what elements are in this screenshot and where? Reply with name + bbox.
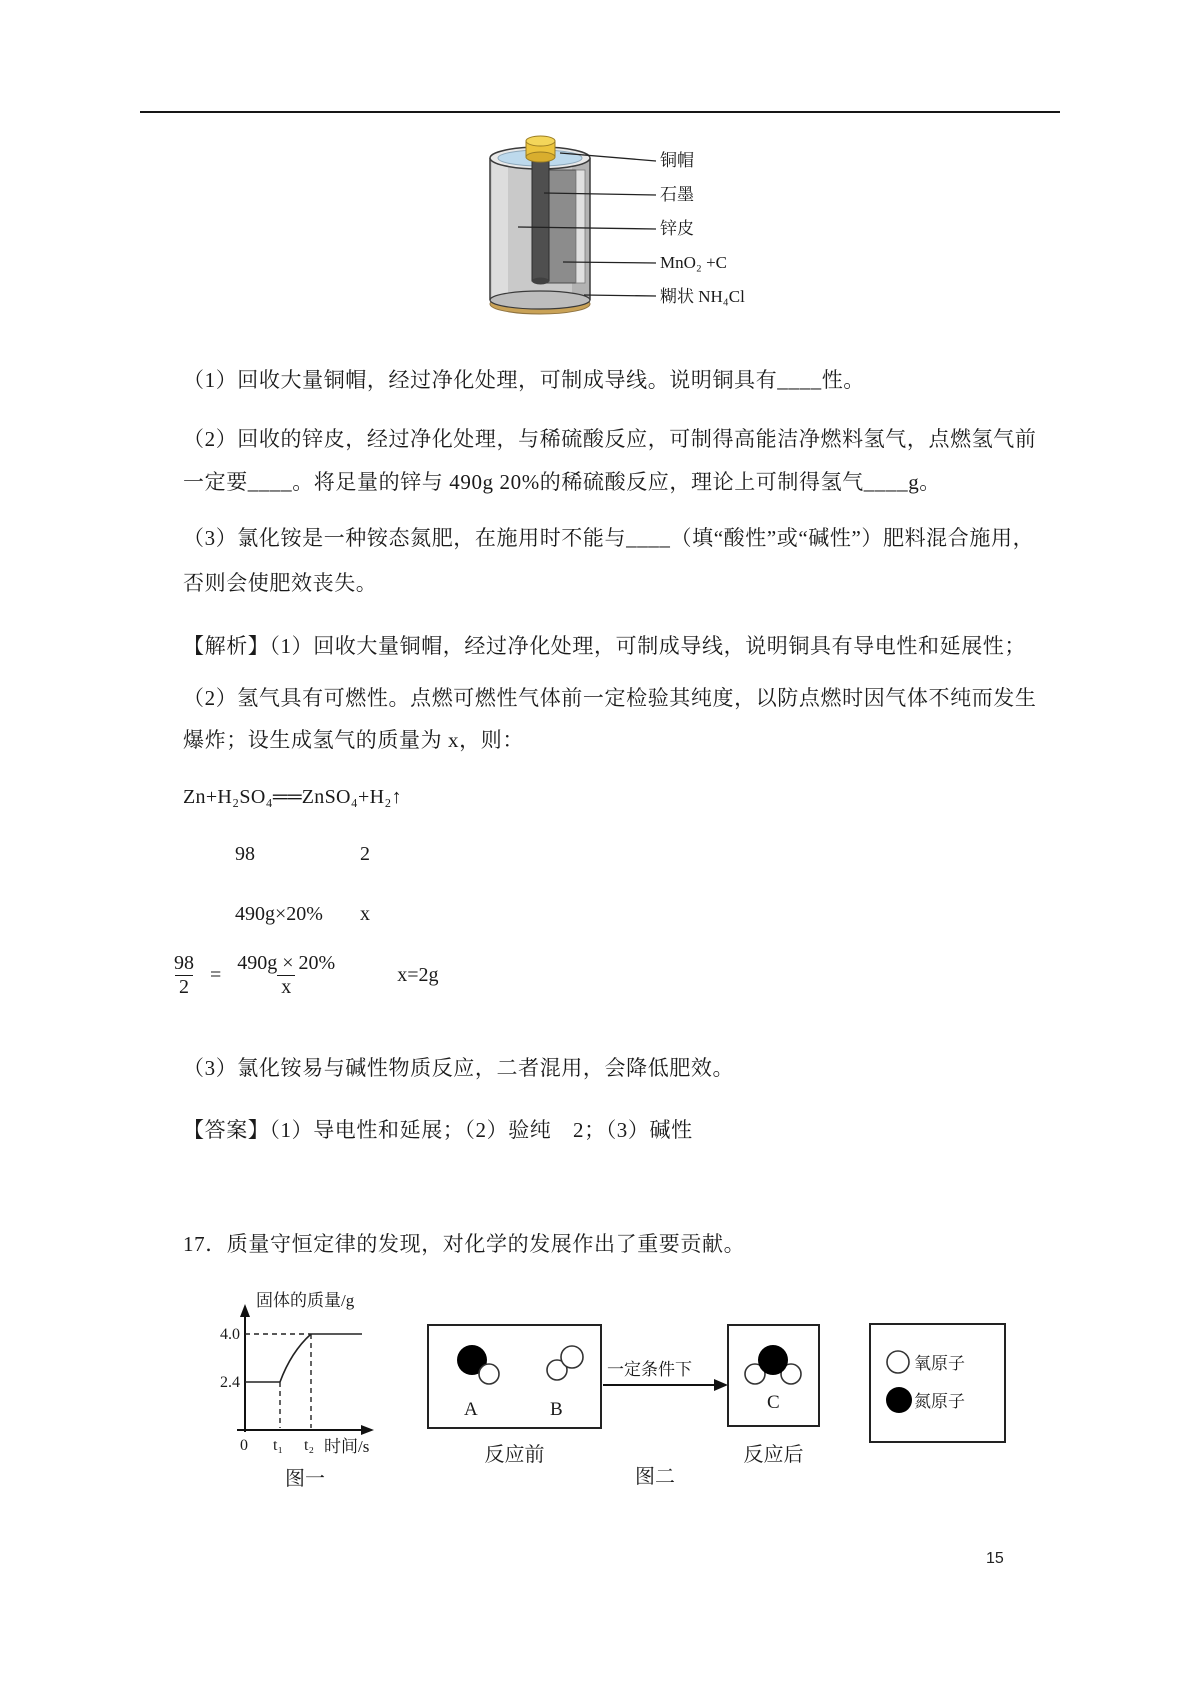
analysis-line2a: （2）氢气具有可燃性。点燃可燃性气体前一定检验其纯度，以防点燃时因气体不纯而发生 xyxy=(183,686,1037,710)
figure2-caption: 图二 xyxy=(635,1466,675,1488)
before-reaction-box xyxy=(428,1325,601,1428)
battery-label-zinc: 锌皮 xyxy=(660,219,694,238)
battery-inner-wall xyxy=(576,170,585,283)
figure1-chart xyxy=(192,1290,432,1470)
y-axis-arrow xyxy=(240,1304,250,1317)
condition-label: 一定条件下 xyxy=(607,1360,692,1379)
leader-line-paste xyxy=(584,295,656,296)
q17-stem: 17．质量守恒定律的发现，对化学的发展作出了重要贡献。 xyxy=(183,1232,746,1256)
fraction-left-denominator: 2 xyxy=(175,975,193,999)
x-tick-0: 0 xyxy=(240,1437,248,1454)
fraction-right-denominator: x xyxy=(277,975,295,999)
after-reaction-caption: 反应后 xyxy=(743,1444,804,1466)
ratio-row2-left: 490g×20% xyxy=(235,903,323,925)
fraction-right xyxy=(233,952,339,999)
molecule-a-label: A xyxy=(464,1399,478,1420)
figure1-caption: 图一 xyxy=(285,1468,325,1490)
fraction-left-numerator: 98 xyxy=(174,952,194,974)
reaction-arrow-head xyxy=(714,1379,728,1391)
x-axis-arrow xyxy=(361,1425,374,1435)
oxygen-legend-icon xyxy=(887,1351,909,1373)
battery-cap-base xyxy=(526,152,555,162)
battery-label-graphite: 石墨 xyxy=(660,185,694,204)
battery-label-cap: 铜帽 xyxy=(660,151,694,170)
q16-part2-line1: （2）回收的锌皮，经过净化处理，与稀硫酸反应，可制得高能洁净燃料氢气，点燃氢气前 xyxy=(183,427,1037,451)
proportion-equation xyxy=(170,952,439,999)
nitrogen-legend-icon xyxy=(886,1387,912,1413)
fraction-equals-sign: = xyxy=(210,964,222,986)
x-tick-t2: t₂ xyxy=(304,1437,315,1454)
x-axis-label: 时间/s xyxy=(324,1437,370,1456)
battery-label-mno2: MnO₂ +C xyxy=(660,253,727,272)
q16-part3-line1: （3）氯化铵是一种铵态氮肥，在施用时不能与____（填“酸性”或“碱性”）肥料混合施用， xyxy=(183,526,1035,550)
header-rule xyxy=(140,111,1060,113)
analysis-line3: （3）氯化铵易与碱性物质反应，二者混用，会降低肥效。 xyxy=(183,1056,735,1080)
battery-figure xyxy=(480,133,780,323)
y-tick-4: 4.0 xyxy=(220,1326,240,1343)
q16-part3-line2: 否则会使肥效丧失。 xyxy=(183,571,378,595)
answer-line: 【答案】（1）导电性和延展；（2）验纯 2；（3）碱性 xyxy=(183,1118,693,1142)
analysis-line2b: 爆炸；设生成氢气的质量为 x，则： xyxy=(183,728,524,752)
x-tick-t1: t₁ xyxy=(273,1437,284,1454)
battery-graphite-rod xyxy=(532,153,549,281)
nitrogen-legend-label: 氮原子 xyxy=(914,1392,965,1411)
chart-title: 固体的质量/g xyxy=(256,1291,355,1310)
oxygen-atom-circle xyxy=(561,1346,583,1368)
ratio-row1-left: 98 xyxy=(235,843,255,865)
y-tick-2-4: 2.4 xyxy=(220,1374,240,1391)
analysis-line1: 【解析】（1）回收大量铜帽，经过净化处理，可制成导线，说明铜具有导电性和延展性； xyxy=(183,634,1026,658)
molecule-c-label: C xyxy=(767,1392,780,1413)
battery-cap-top xyxy=(526,136,555,146)
fraction-result: x=2g xyxy=(397,964,439,986)
battery-body-highlight xyxy=(492,160,508,299)
molecule-b-label: B xyxy=(550,1399,563,1420)
q16-part1: （1）回收大量铜帽，经过净化处理，可制成导线。说明铜具有____性。 xyxy=(183,368,865,392)
fraction-left xyxy=(170,952,198,999)
nitrogen-atom-circle xyxy=(758,1345,788,1375)
battery-rod-bottom xyxy=(532,278,549,285)
oxygen-atom-circle xyxy=(479,1364,499,1384)
before-reaction-caption: 反应前 xyxy=(484,1444,545,1466)
ratio-row2-right: x xyxy=(360,903,370,925)
page-number: 15 xyxy=(986,1550,1004,1567)
series-rise xyxy=(280,1334,311,1382)
figure2-diagram xyxy=(420,1318,1020,1450)
chemical-equation: Zn+H₂SO₄══ZnSO₄+H₂↑ xyxy=(183,786,402,808)
q16-part2-line2: 一定要____。将足量的锌与 490g 20%的稀硫酸反应，理论上可制得氢气____g。 xyxy=(183,470,941,494)
fraction-right-numerator: 490g × 20% xyxy=(237,952,336,974)
battery-label-paste: 糊状 NH₄Cl xyxy=(660,287,745,306)
atom-legend-box xyxy=(870,1324,1005,1442)
battery-bottom-edge xyxy=(490,291,590,309)
oxygen-legend-label: 氧原子 xyxy=(914,1354,965,1373)
ratio-row1-right: 2 xyxy=(360,843,370,865)
